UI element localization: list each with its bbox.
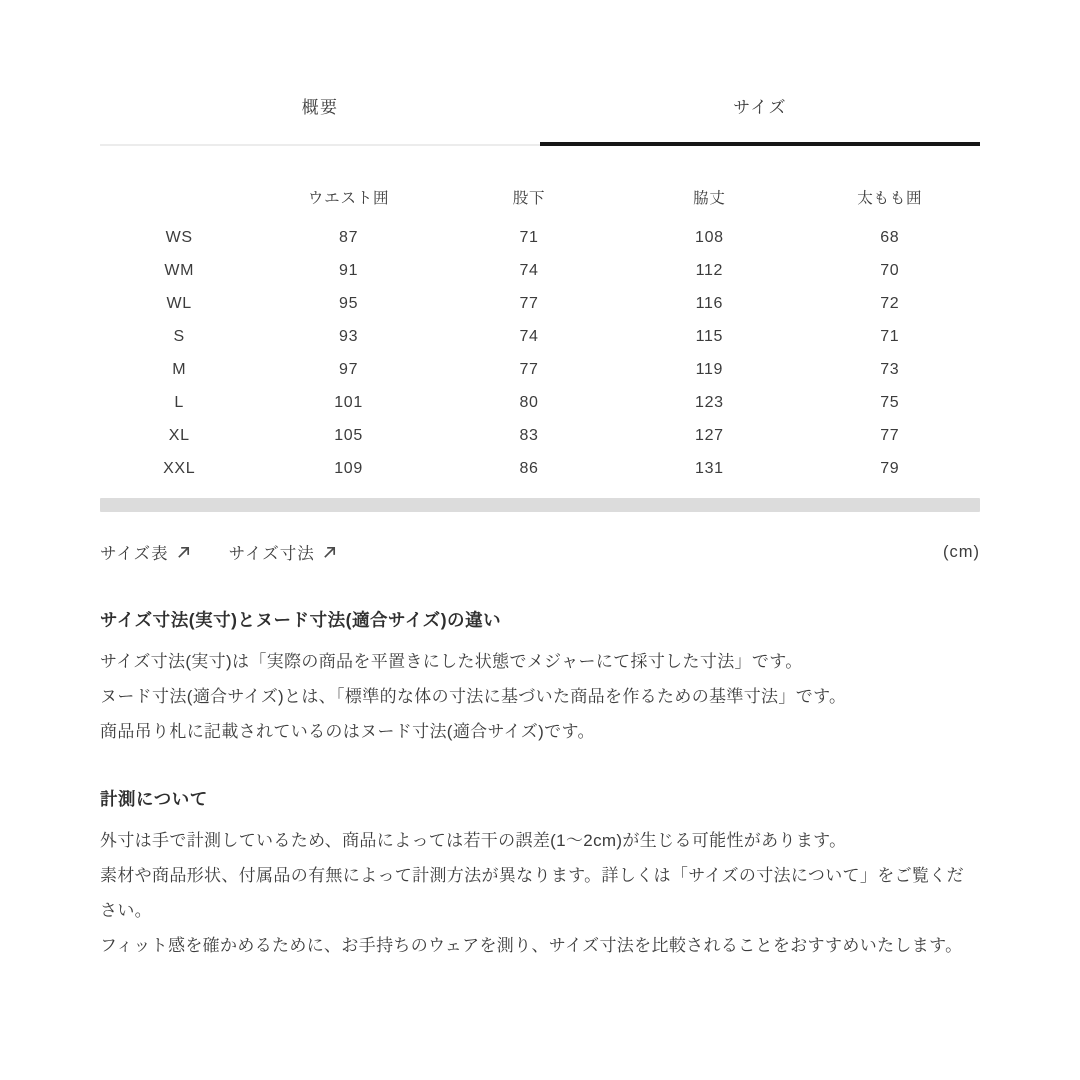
- size-dimensions-link-label: サイズ寸法: [228, 545, 315, 563]
- cell-value: 112: [695, 262, 724, 279]
- size-table-corner-cell: [100, 160, 258, 222]
- cell-value: 86: [519, 460, 539, 477]
- unit-label: (cm): [943, 542, 980, 561]
- cell-value: 74: [519, 328, 539, 345]
- column-header-inseam: 股下: [512, 190, 546, 207]
- column-header-side-length: 脇丈: [693, 190, 726, 207]
- external-link-arrow-icon: [322, 545, 337, 560]
- size-dimensions-link[interactable]: [229, 540, 337, 564]
- section-paragraph: フィット感を確かめるために、お手持ちのウェアを測り、サイズ寸法を比較されることをおすすめいたします。: [100, 936, 963, 955]
- cell-value: 131: [695, 460, 724, 477]
- cell-value: 77: [519, 295, 539, 312]
- section-paragraph: サイズ寸法(実寸)は「実際の商品を平置きにした状態でメジャーにて採寸した寸法」です。: [100, 652, 803, 671]
- size-label: XL: [168, 427, 190, 444]
- cell-value: 115: [695, 328, 724, 345]
- size-label: L: [174, 394, 184, 411]
- size-label: S: [173, 328, 185, 345]
- cell-value: 91: [339, 262, 359, 279]
- size-label: M: [172, 361, 187, 378]
- tab-bar: [100, 96, 980, 146]
- table-row: [100, 288, 980, 321]
- section-paragraph: ヌード寸法(適合サイズ)とは、「標準的な体の寸法に基づいた商品を作るための基準寸法」です。: [100, 687, 847, 706]
- size-chart-link-label: サイズ表: [100, 545, 169, 563]
- cell-value: 108: [695, 229, 724, 246]
- section-dimension-difference: [100, 606, 980, 749]
- table-row: [100, 222, 980, 255]
- tab-size[interactable]: サイズ: [540, 96, 980, 146]
- size-label: WM: [164, 262, 195, 279]
- cell-value: 75: [880, 394, 900, 411]
- cell-value: 79: [880, 460, 900, 477]
- size-chart-link[interactable]: [100, 540, 191, 564]
- table-row: [100, 387, 980, 420]
- table-row: [100, 354, 980, 387]
- cell-value: 73: [880, 361, 900, 378]
- cell-value: 123: [695, 394, 724, 411]
- cell-value: 71: [519, 229, 539, 246]
- size-table-header-row: [100, 160, 980, 222]
- section-paragraph: 商品吊り札に記載されているのはヌード寸法(適合サイズ)です。: [100, 722, 595, 741]
- table-row: [100, 255, 980, 288]
- table-horizontal-scrollbar[interactable]: [100, 498, 980, 512]
- section-paragraph: 外寸は手で計測しているため、商品によっては若干の誤差(1〜2cm)が生じる可能性があります。: [100, 831, 847, 850]
- size-guide-panel: [100, 0, 980, 963]
- links-row: [100, 540, 980, 564]
- cell-value: 80: [519, 394, 539, 411]
- section-paragraph: 素材や商品形状、付属品の有無によって計測方法が異なります。詳しくは「サイズの寸法について」をご覧ください。: [100, 866, 964, 920]
- cell-value: 119: [695, 361, 724, 378]
- cell-value: 93: [339, 328, 359, 345]
- cell-value: 87: [339, 229, 359, 246]
- section-heading: サイズ寸法(実寸)とヌード寸法(適合サイズ)の違い: [100, 610, 502, 630]
- cell-value: 68: [880, 229, 900, 246]
- external-link-arrow-icon: [176, 545, 191, 560]
- cell-value: 77: [519, 361, 539, 378]
- tab-overview[interactable]: 概要: [100, 96, 540, 146]
- column-header-waist: ウエスト囲: [307, 190, 390, 207]
- size-label: WL: [166, 295, 192, 312]
- table-row: [100, 453, 980, 486]
- cell-value: 109: [334, 460, 363, 477]
- cell-value: 77: [880, 427, 900, 444]
- cell-value: 97: [339, 361, 359, 378]
- size-label: WS: [165, 229, 193, 246]
- cell-value: 105: [334, 427, 363, 444]
- cell-value: 74: [519, 262, 539, 279]
- cell-value: 70: [880, 262, 900, 279]
- cell-value: 71: [880, 328, 900, 345]
- size-table: [100, 160, 980, 486]
- cell-value: 83: [519, 427, 539, 444]
- cell-value: 127: [695, 427, 724, 444]
- table-row: [100, 321, 980, 354]
- size-label: XXL: [163, 460, 196, 477]
- section-measurement: [100, 785, 980, 963]
- cell-value: 95: [339, 295, 359, 312]
- section-heading: 計測について: [100, 789, 208, 809]
- cell-value: 101: [334, 394, 363, 411]
- cell-value: 116: [695, 295, 724, 312]
- cell-value: 72: [880, 295, 900, 312]
- column-header-thigh: 太もも囲: [857, 190, 923, 207]
- table-row: [100, 420, 980, 453]
